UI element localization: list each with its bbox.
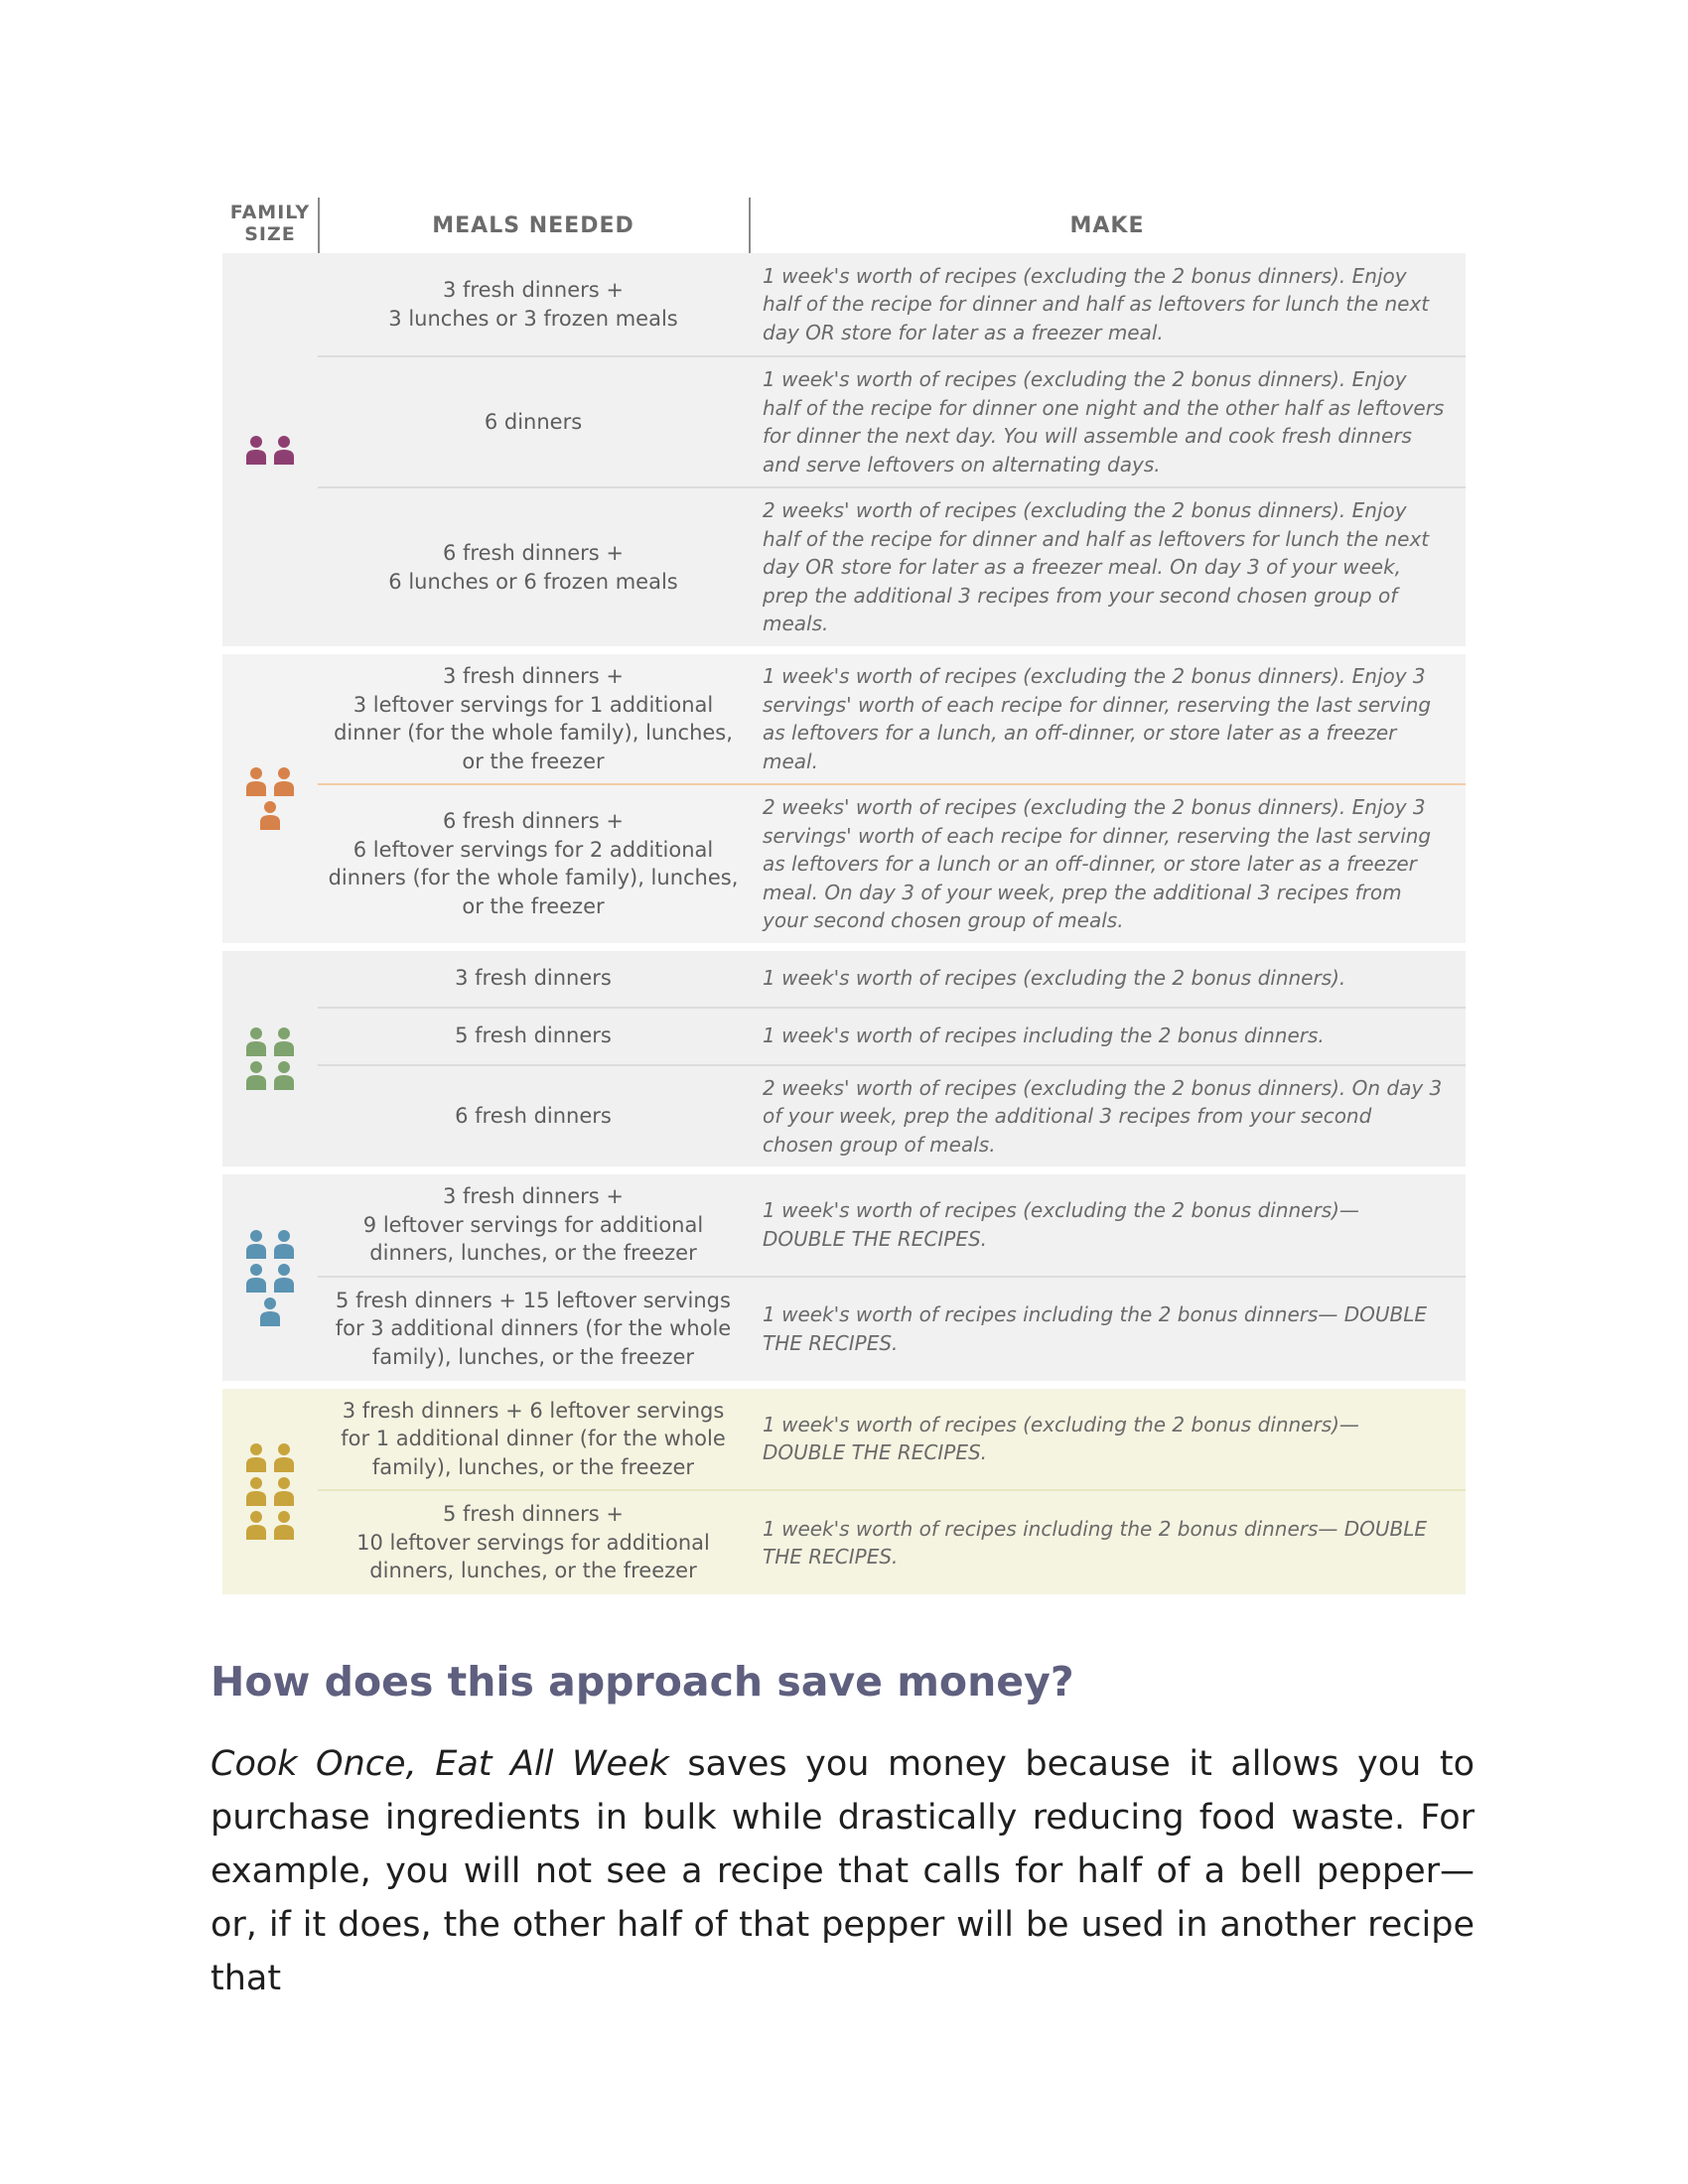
make-cell: 1 week's worth of recipes including the 2 bonus dinners— DOUBLE THE RECIPES. [763,1302,1428,1355]
family-group [222,1174,1466,1381]
table-row [318,654,1466,783]
person-icon [273,1442,295,1472]
make-cell: 1 week's worth of recipes including the 2 bonus dinners. [763,1024,1325,1048]
person-icon [245,1229,267,1259]
family-group [222,253,1466,646]
meals-needed-cell: 6 fresh dinners [455,1104,612,1128]
person-icon [273,435,295,465]
person-icon [273,1510,295,1540]
header-make: MAKE [1069,213,1145,238]
paragraph-text: saves you money because it allows you to purchase ingredients in bulk while drastically reducing food waste. For example, you will not see a recipe that calls for half of a bell pepper—or, if it does, the other half of that pepper will be used in another recipe that [211,1744,1475,1998]
person-icon [273,1026,295,1056]
person-icon [245,435,267,465]
make-cell: 1 week's worth of recipes (excluding the 2 bonus dinners)— DOUBLE THE RECIPES. [763,1198,1359,1251]
meals-needed-cell: 3 fresh dinners + 3 lunches or 3 frozen meals [388,278,678,331]
make-cell: 2 weeks' worth of recipes (excluding the 2 bonus dinners). Enjoy half of the recipe for dinner and half as leftovers for lunch the next day OR store for later as a freezer meal. On day 3 of your week, prep the additional 3 recipes from your second chosen group of meals. [763,498,1430,636]
family-size-cell [222,1389,318,1595]
table-row [318,951,1466,1007]
person-icon [273,1263,295,1293]
table-row [318,1489,1466,1594]
book-title: Cook Once, Eat All Week [211,1744,669,1784]
make-cell: 1 week's worth of recipes (excluding the 2 bonus dinners)— DOUBLE THE RECIPES. [763,1412,1359,1465]
person-icon [273,1229,295,1259]
person-icon [245,1263,267,1293]
person-icon [259,800,281,830]
table-row [318,1007,1466,1064]
make-cell: 2 weeks' worth of recipes (excluding the 2 bonus dinners). On day 3 of your week, prep the additional 3 recipes from your second chosen group of meals. [763,1075,1443,1157]
meals-needed-cell: 6 dinners [484,409,583,434]
table-row [318,253,1466,355]
meals-needed-cell: 3 fresh dinners [455,966,612,991]
people-icon-group [245,1442,295,1540]
meals-needed-cell: 3 fresh dinners + 6 leftover servings for 1 additional dinner (for the whole family), lunches, or the freezer [341,1398,726,1479]
section-heading: How does this approach save money? [211,1658,1074,1706]
person-icon [245,1442,267,1472]
make-cell: 1 week's worth of recipes including the 2 bonus dinners— DOUBLE THE RECIPES. [763,1516,1428,1569]
family-size-cell [222,951,318,1167]
make-cell: 1 week's worth of recipes (excluding the 2 bonus dinners). Enjoy half of the recipe for dinner and half as leftovers for lunch the next day OR store for later as a freezer meal. [763,263,1430,344]
family-group [222,951,1466,1167]
make-cell: 1 week's worth of recipes (excluding the 2 bonus dinners). Enjoy 3 servings' worth of each recipe for dinner, reserving the last serving as leftovers for a lunch, an off-dinner, or store later as a freezer meal. [763,664,1432,773]
person-icon [245,1026,267,1056]
make-cell: 1 week's worth of recipes (excluding the 2 bonus dinners). Enjoy half of the recipe for dinner one night and the other half as leftovers for dinner the next day. You will assemble and cook fresh dinners and serve leftovers on alternating days. [763,367,1445,477]
person-icon [273,1476,295,1506]
people-icon-group [245,766,295,830]
table-row [318,783,1466,943]
make-cell: 1 week's worth of recipes (excluding the 2 bonus dinners). [763,966,1346,991]
people-icon-group [245,1026,295,1090]
table-body [222,253,1466,1594]
table-row [318,1174,1466,1276]
meals-needed-cell: 5 fresh dinners + 10 leftover servings for additional dinners, lunches, or the freezer [356,1502,710,1583]
person-icon [259,1297,281,1326]
meals-needed-cell: 5 fresh dinners [455,1024,612,1048]
person-icon [245,1060,267,1090]
table-header [222,194,1466,253]
table-row [318,1389,1466,1490]
family-size-cell [222,1174,318,1381]
person-icon [273,1060,295,1090]
body-paragraph [211,1737,1475,2005]
person-icon [245,1510,267,1540]
make-cell: 2 weeks' worth of recipes (excluding the 2 bonus dinners). Enjoy 3 servings' worth of each recipe for dinner, reserving the last serving as leftovers for a lunch or an off-dinner, or store later as a freezer meal. On day 3 of your week, prep the additional 3 recipes from your second chosen group of meals. [763,795,1432,932]
person-icon [245,766,267,796]
header-meals-needed: MEALS NEEDED [432,213,634,238]
people-icon-group [245,1229,295,1326]
meals-needed-cell: 3 fresh dinners + 9 leftover servings for additional dinners, lunches, or the freezer [362,1184,704,1265]
table-row [318,486,1466,646]
header-family-size: FAMILY SIZE [229,202,311,245]
people-icon-group [245,435,295,465]
person-icon [273,766,295,796]
family-size-cell [222,654,318,943]
family-group [222,1389,1466,1595]
table-row [318,1064,1466,1167]
meals-needed-cell: 3 fresh dinners + 3 leftover servings for 1 additional dinner (for the whole family), lunches, or the freezer [334,664,733,773]
meals-needed-cell: 5 fresh dinners + 15 leftover servings for 3 additional dinners (for the whole family), lunches, or the freezer [335,1288,732,1369]
family-size-cell [222,253,318,646]
table-row [318,355,1466,486]
table-row [318,1276,1466,1381]
meals-needed-cell: 6 fresh dinners + 6 lunches or 6 frozen meals [388,541,678,594]
meal-plan-table [222,194,1466,1602]
meals-needed-cell: 6 fresh dinners + 6 leftover servings for 2 additional dinners (for the whole family), lunches, or the freezer [328,809,739,918]
person-icon [245,1476,267,1506]
family-group [222,654,1466,943]
